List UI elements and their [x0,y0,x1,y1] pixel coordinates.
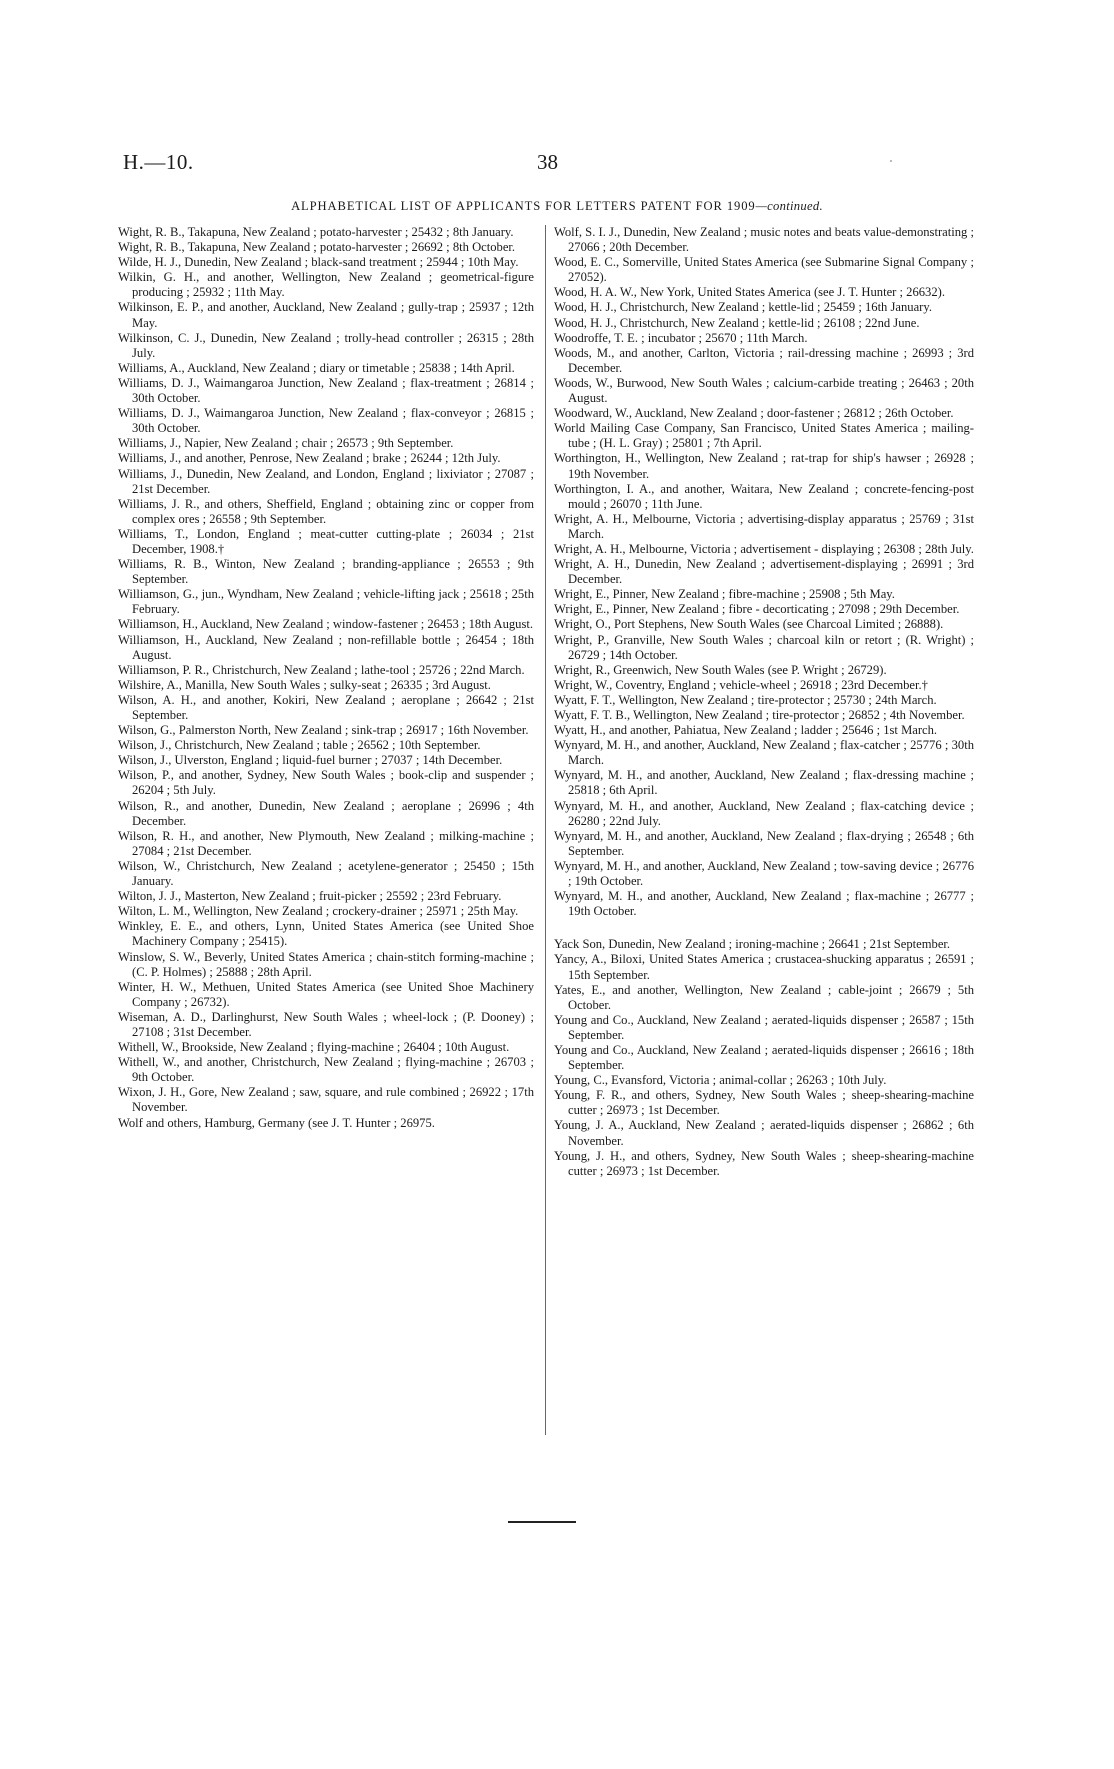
list-entry: Yack Son, Dunedin, New Zealand ; ironing-machine ; 26641 ; 21st September. [554,937,951,952]
list-entry: Withell, W., and another, Christchurch, New Zealand ; flying-machine ; 26703 ; 9th October. [118,1055,534,1085]
list-entry: Wilson, G., Palmerston North, New Zealand ; sink-trap ; 26917 ; 16th November. [118,723,529,738]
list-entry: Wilson, J., Christchurch, New Zealand ; table ; 26562 ; 10th September. [118,738,481,753]
list-entry: Wright, E., Pinner, New Zealand ; fibre-machine ; 25908 ; 5th May. [554,587,895,602]
list-entry: Wright, P., Granville, New South Wales ; charcoal kiln or retort ; (R. Wright) ; 26729 ; 14th October. [554,632,974,662]
list-entry: Wynyard, M. H., and another, Auckland, New Zealand ; flax-machine ; 26777 ; 19th October. [554,889,974,919]
list-entry: Young and Co., Auckland, New Zealand ; aerated-liquids dispenser ; 26616 ; 18th September. [554,1042,974,1073]
list-entry: Woodroffe, T. E. ; incubator ; 25670 ; 11th March. [554,330,808,345]
list-entry: Williamson, H., Auckland, New Zealand ; non-refillable bottle ; 26454 ; 18th August. [118,632,534,662]
list-entry: Winslow, S. W., Beverly, United States America ; chain-stitch forming-machine ; (C. P. Holmes) ; 25888 ; 28th April. [118,949,534,979]
list-entry: Williamson, P. R., Christchurch, New Zealand ; lathe-tool ; 25726 ; 22nd March. [118,662,525,677]
list-entry: Yates, E., and another, Wellington, New Zealand ; cable-joint ; 26679 ; 5th October. [554,982,974,1012]
list-entry: Wood, H. A. W., New York, United States America (see J. T. Hunter ; 26632). [554,285,945,300]
list-entry: Williams, T., London, England ; meat-cutter cutting-plate ; 26034 ; 21st December, 1908.† [118,526,534,556]
list-entry: Wolf, S. I. J., Dunedin, New Zealand ; music notes and beats value-demonstrating ; 27066 ; 20th December. [554,225,974,255]
list-entry: Williams, J., Napier, New Zealand ; chair ; 26573 ; 9th September. [118,436,454,451]
list-entry: Williams, A., Auckland, New Zealand ; diary or timetable ; 25838 ; 14th April. [118,360,515,375]
list-entry: Williams, J., Dunedin, New Zealand, and London, England ; lixiviator ; 27087 ; 21st December. [118,466,534,496]
list-entry: Williams, R. B., Winton, New Zealand ; branding-appliance ; 26553 ; 9th September. [118,557,534,587]
list-entry: Wilson, W., Christchurch, New Zealand ; acetylene-generator ; 25450 ; 15th January. [118,858,534,889]
list-title [0,199,1114,214]
page-speck [890,160,892,162]
list-entry: Wright, W., Coventry, England ; vehicle-wheel ; 26918 ; 23rd December.† [554,677,928,692]
list-entry: Wilkin, G. H., and another, Wellington, New Zealand ; geometrical-figure producing ; 25932 ; 11th May. [118,270,534,300]
list-entry: Withell, W., Brookside, New Zealand ; flying-machine ; 26404 ; 10th August. [118,1040,510,1055]
list-entry: Williams, J., and another, Penrose, New Zealand ; brake ; 26244 ; 12th July. [118,451,501,466]
list-entry: Williams, J. R., and others, Sheffield, England ; obtaining zinc or copper from complex ores ; 26558 ; 9th September. [118,496,534,526]
list-entry: Young, J. H., and others, Sydney, New South Wales ; sheep-shearing-machine cutter ; 26973 ; 1st December. [554,1148,974,1178]
list-entry: Wilshire, A., Manilla, New South Wales ; sulky-seat ; 26335 ; 3rd August. [118,677,491,692]
list-entry: Wyatt, H., and another, Pahiatua, New Zealand ; ladder ; 25646 ; 1st March. [554,723,938,738]
list-entry: Williamson, H., Auckland, New Zealand ; window-fastener ; 26453 ; 18th August. [118,617,534,632]
list-entry: Woods, W., Burwood, New South Wales ; calcium-carbide treating ; 26463 ; 20th August. [554,375,974,406]
list-entry: Winkley, E. E., and others, Lynn, United States America (see United Shoe Machinery Company ; 25415). [118,919,534,949]
list-entry: Young, C., Evansford, Victoria ; animal-collar ; 26263 ; 10th July. [554,1073,887,1088]
list-entry: Wood, H. J., Christchurch, New Zealand ; kettle-lid ; 25459 ; 16th January. [554,300,933,315]
list-entry: Wixon, J. H., Gore, New Zealand ; saw, square, and rule combined ; 26922 ; 17th November. [118,1085,534,1115]
list-entry: Wilkinson, C. J., Dunedin, New Zealand ; trolly-head controller ; 26315 ; 28th July. [118,330,534,360]
list-entry: Wright, R., Greenwich, New South Wales (see P. Wright ; 26729). [554,662,887,677]
list-entry: Wolf and others, Hamburg, Germany (see J. T. Hunter ; 26975. [118,1115,435,1130]
list-entry: Worthington, H., Wellington, New Zealand ; rat-trap for ship's hawser ; 26928 ; 19th November. [554,451,974,481]
list-entry: Wright, E., Pinner, New Zealand ; fibre - decorticating ; 27098 ; 29th December. [554,602,960,617]
list-entry: Young, F. R., and others, Sydney, New South Wales ; sheep-shearing-machine cutter ; 26973 ; 1st December. [554,1088,974,1118]
list-entry: Young, J. A., Auckland, New Zealand ; aerated-liquids dispenser ; 26862 ; 6th November. [554,1118,974,1148]
list-entry: Wilton, L. M., Wellington, New Zealand ; crockery-drainer ; 25971 ; 25th May. [118,904,519,919]
list-entry: Wilde, H. J., Dunedin, New Zealand ; black-sand treatment ; 25944 ; 10th May. [118,255,519,270]
list-entry: Wilton, J. J., Masterton, New Zealand ; fruit-picker ; 25592 ; 23rd February. [118,889,502,904]
column-divider [545,225,546,1435]
list-entry: Wilkinson, E. P., and another, Auckland, New Zealand ; gully-trap ; 25937 ; 12th May. [118,300,534,330]
list-entry: Wilson, J., Ulverston, England ; liquid-fuel burner ; 27037 ; 14th December. [118,753,503,768]
document-reference: H.—10. [123,150,194,174]
list-entry: Wynyard, M. H., and another, Auckland, New Zealand ; flax-dressing machine ; 25818 ; 6th April. [554,768,974,798]
list-entry: Wright, A. H., Dunedin, New Zealand ; advertisement-displaying ; 26991 ; 3rd December. [554,557,974,587]
list-entry: Yancy, A., Biloxi, United States America ; crustacea-shucking apparatus ; 26591 ; 15th September. [554,952,974,982]
list-entry: Wilson, R. H., and another, New Plymouth, New Zealand ; milking-machine ; 27084 ; 21st December. [118,828,534,858]
list-entry: Wood, E. C., Somerville, United States America (see Submarine Signal Company ; 27052). [554,255,974,285]
list-entry: Wynyard, M. H., and another, Auckland, New Zealand ; flax-catcher ; 25776 ; 30th March. [554,738,974,768]
list-entry: Wiseman, A. D., Darlinghurst, New South Wales ; wheel-lock ; (P. Dooney) ; 27108 ; 31st December. [118,1009,534,1039]
list-entry: Wight, R. B., Takapuna, New Zealand ; potato-harvester ; 26692 ; 8th October. [118,240,516,255]
list-title-text: ALPHABETICAL LIST OF APPLICANTS FOR LETTERS PATENT FOR 1909 [291,199,756,213]
list-entry: Wyatt, F. T., Wellington, New Zealand ; tire-protector ; 25730 ; 24th March. [554,692,937,707]
list-entry: Wynyard, M. H., and another, Auckland, New Zealand ; tow-saving device ; 26776 ; 19th October. [554,858,974,889]
list-entry: Woods, M., and another, Carlton, Victoria ; rail-dressing machine ; 26993 ; 3rd December. [554,345,974,375]
list-entry: Williamson, G., jun., Wyndham, New Zealand ; vehicle-lifting jack ; 25618 ; 25th February. [118,587,534,617]
list-entry: Wright, O., Port Stephens, New South Wales (see Charcoal Limited ; 26888). [554,617,944,632]
list-title-continued: —continued. [755,199,823,213]
list-entry: Woodward, W., Auckland, New Zealand ; door-fastener ; 26812 ; 26th October. [554,406,954,421]
end-rule [508,1521,576,1523]
left-column [118,225,534,1131]
list-entry: Young and Co., Auckland, New Zealand ; aerated-liquids dispenser ; 26587 ; 15th September. [554,1012,974,1042]
list-entry: Wilson, A. H., and another, Kokiri, New Zealand ; aeroplane ; 26642 ; 21st September. [118,692,534,722]
list-entry: Wight, R. B., Takapuna, New Zealand ; potato-harvester ; 25432 ; 8th January. [118,225,514,239]
list-entry: Wynyard, M. H., and another, Auckland, New Zealand ; flax-catching device ; 26280 ; 22nd July. [554,798,974,828]
list-entry: Winter, H. W., Methuen, United States America (see United Shoe Machinery Company ; 26732). [118,979,534,1009]
list-entry: Wood, H. J., Christchurch, New Zealand ; kettle-lid ; 26108 ; 22nd June. [554,315,920,330]
right-column [554,225,974,1179]
list-entry: Wyatt, F. T. B., Wellington, New Zealand ; tire-protector ; 26852 ; 4th November. [554,708,965,722]
list-entry: Wright, A. H., Melbourne, Victoria ; advertising-display apparatus ; 25769 ; 31st March. [554,511,974,541]
list-entry: World Mailing Case Company, San Francisco, United States America ; mailing-tube ; (H. L. Gray) ; 25801 ; 7th April. [554,421,974,451]
list-entry: Wright, A. H., Melbourne, Victoria ; advertisement - displaying ; 26308 ; 28th July. [554,541,974,556]
list-entry: Williams, D. J., Waimangaroa Junction, New Zealand ; flax-conveyor ; 26815 ; 30th October. [118,406,534,436]
list-entry: Williams, D. J., Waimangaroa Junction, New Zealand ; flax-treatment ; 26814 ; 30th October. [118,375,534,406]
page-number: 38 [537,150,558,174]
list-entry: Wynyard, M. H., and another, Auckland, New Zealand ; flax-drying ; 26548 ; 6th September. [554,828,974,858]
list-entry: Worthington, I. A., and another, Waitara, New Zealand ; concrete-fencing-post mould ; 26070 ; 11th June. [554,481,974,511]
list-entry: Wilson, P., and another, Sydney, New South Wales ; book-clip and suspender ; 26204 ; 5th July. [118,768,534,798]
list-entry: Wilson, R., and another, Dunedin, New Zealand ; aeroplane ; 26996 ; 4th December. [118,798,534,828]
